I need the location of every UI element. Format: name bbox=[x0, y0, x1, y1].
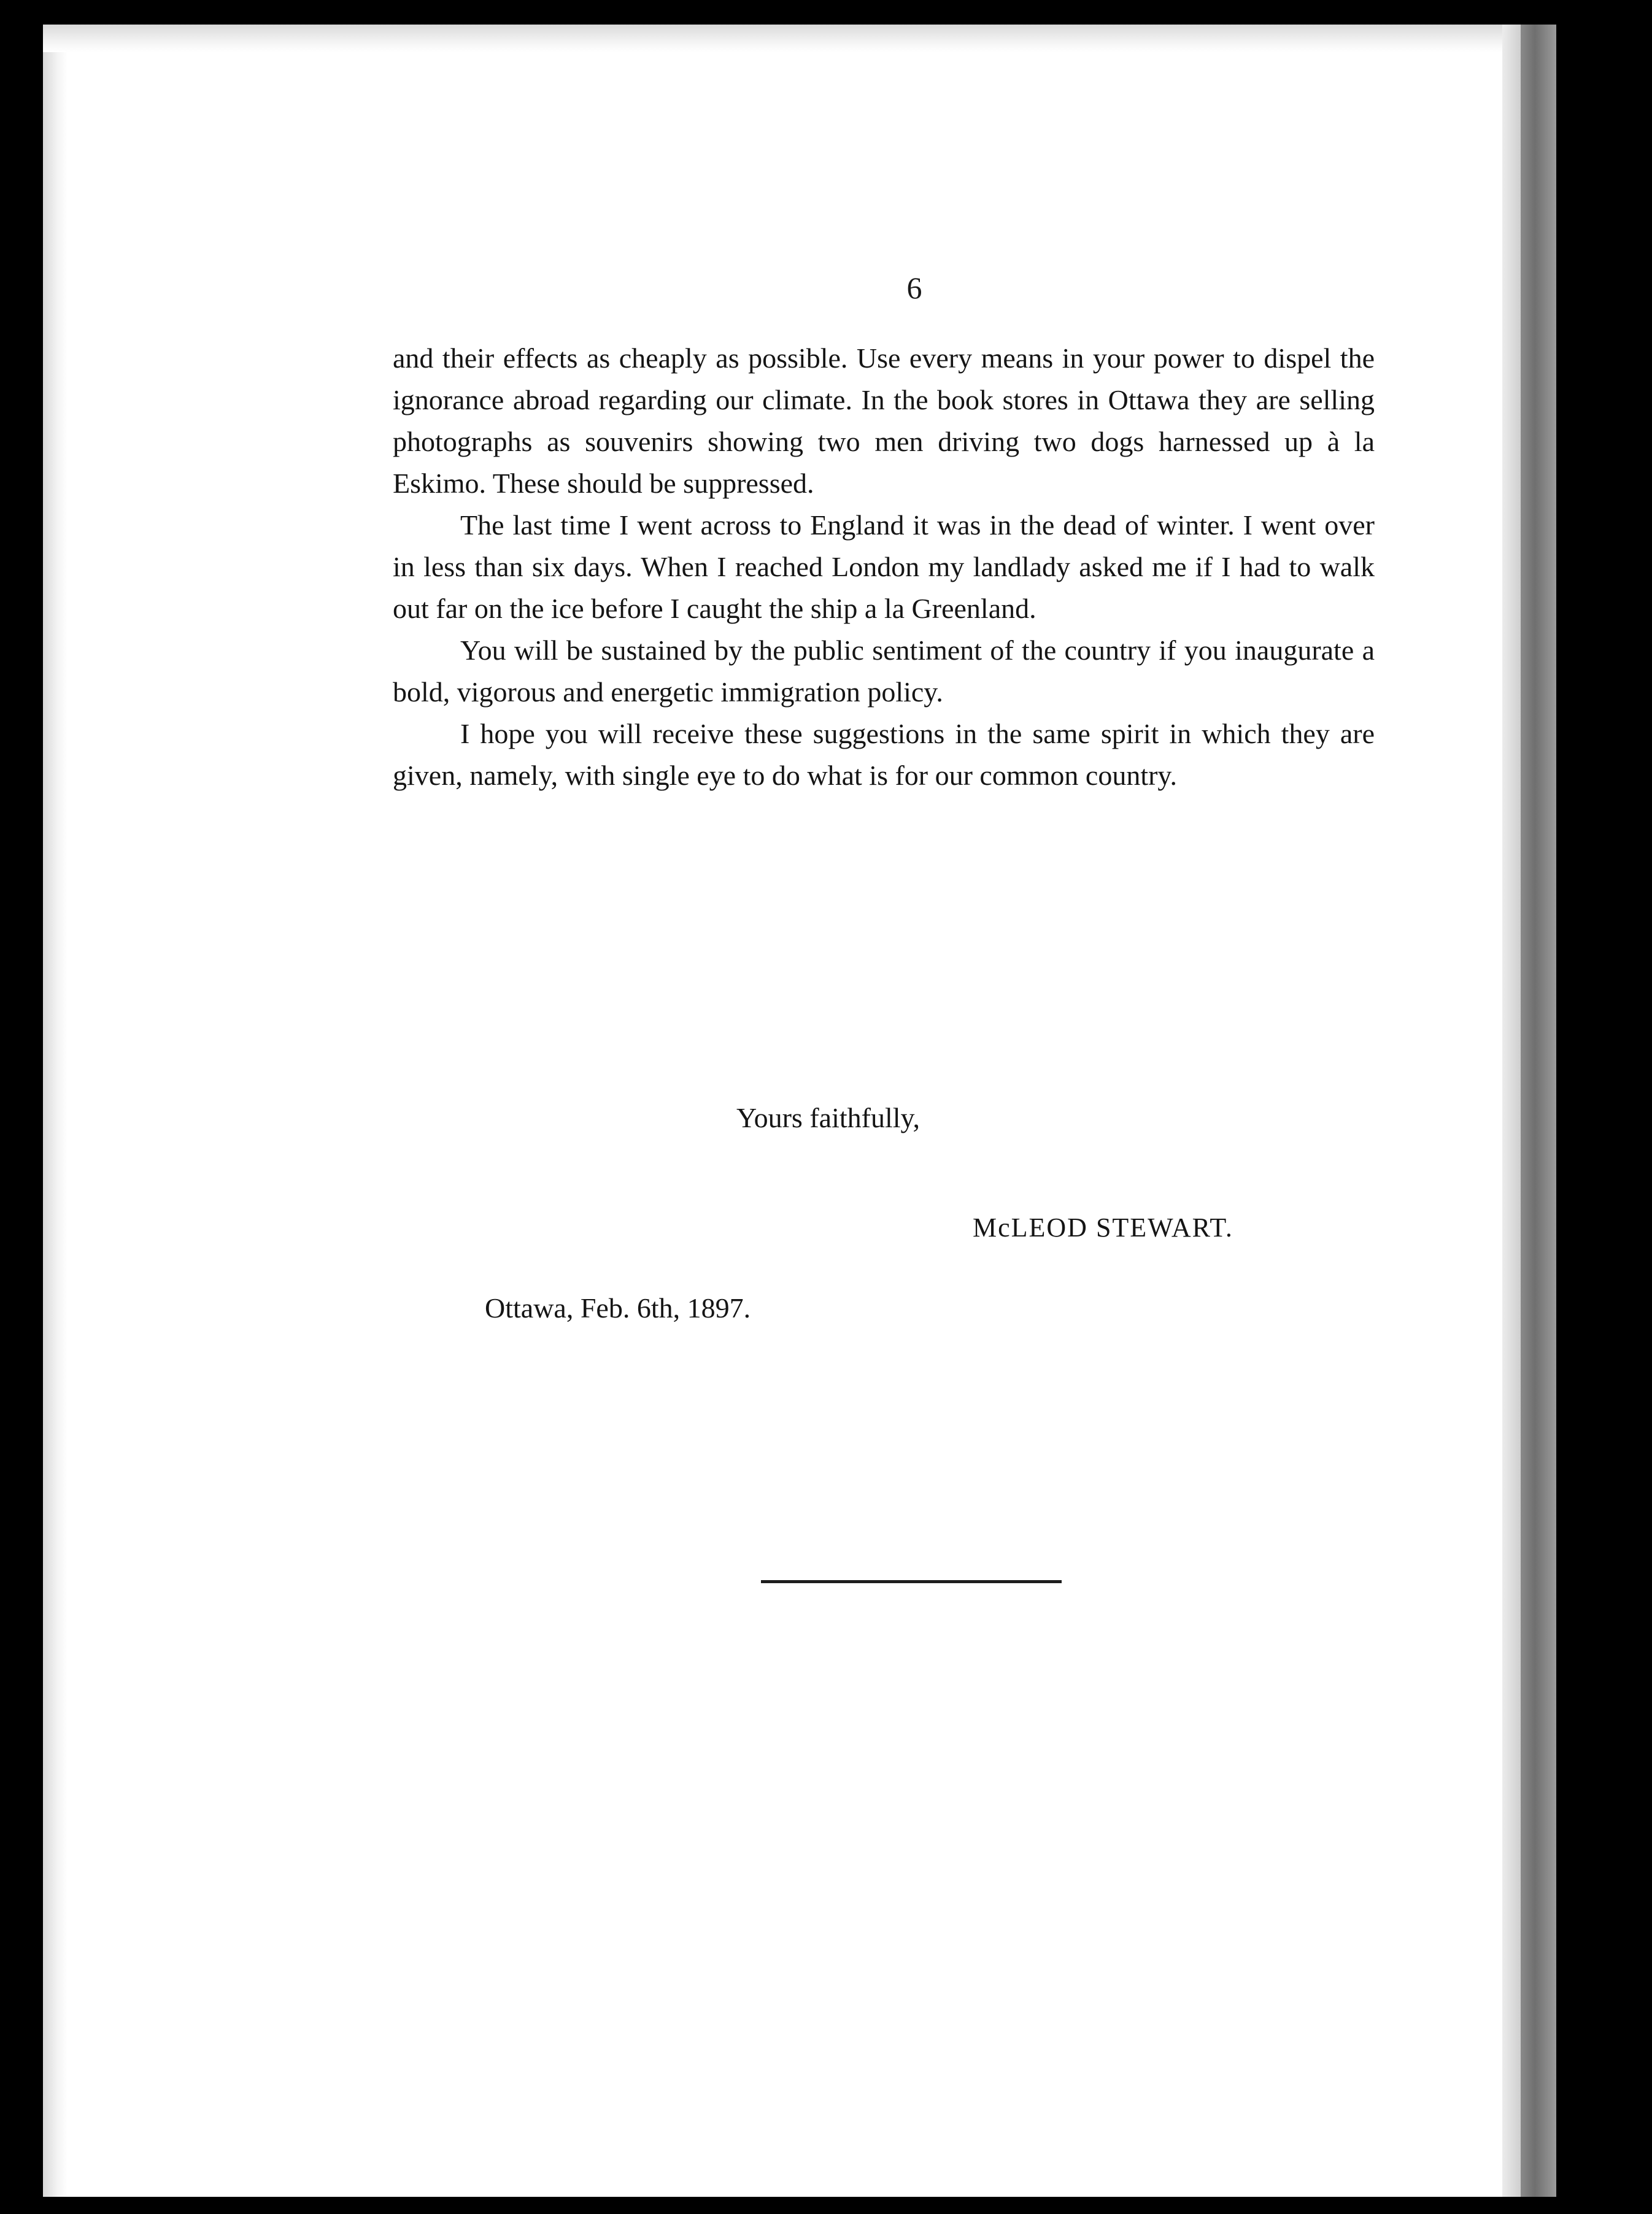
paragraph-suggestions: I hope you will receive these suggestions in the same spirit in which they are given, namely, with single eye to do what is for our common country. bbox=[393, 718, 1375, 791]
place-and-date: Ottawa, Feb. 6th, 1897. bbox=[485, 1292, 751, 1324]
signature: McLEOD STEWART. bbox=[973, 1213, 1233, 1243]
end-rule bbox=[761, 1580, 1062, 1583]
paragraph-england: The last time I went across to England it was in the dead of winter. I went over in less than six days. When I reached London my landlady asked me if I had to walk out far on the ice before I caught the ship a la Greenland. bbox=[393, 509, 1375, 624]
left-margin-shadow bbox=[43, 25, 68, 2197]
page-edge bbox=[1502, 25, 1521, 2197]
paragraph-continued: and their effects as cheaply as possible. Use every means in your power to dispel the ignorance abroad regarding our climate. In the book stores in Ottawa they are selling photographs as souvenirs showing two men driving two dogs harnessed up à la Eskimo. These should be suppressed. bbox=[393, 342, 1375, 499]
letter-body bbox=[393, 338, 1375, 796]
binding-strip bbox=[1521, 25, 1556, 2197]
paragraph-public-sentiment: You will be sustained by the public sentiment of the country if you inaugurate a bold, vigorous and energetic immigration policy. bbox=[393, 634, 1375, 708]
scan-border-right bbox=[1556, 0, 1652, 2214]
top-margin-shadow bbox=[43, 25, 1577, 52]
letter-page bbox=[393, 270, 1387, 2050]
page-number: 6 bbox=[906, 271, 922, 305]
closing-salutation: Yours faithfully, bbox=[736, 1102, 921, 1133]
